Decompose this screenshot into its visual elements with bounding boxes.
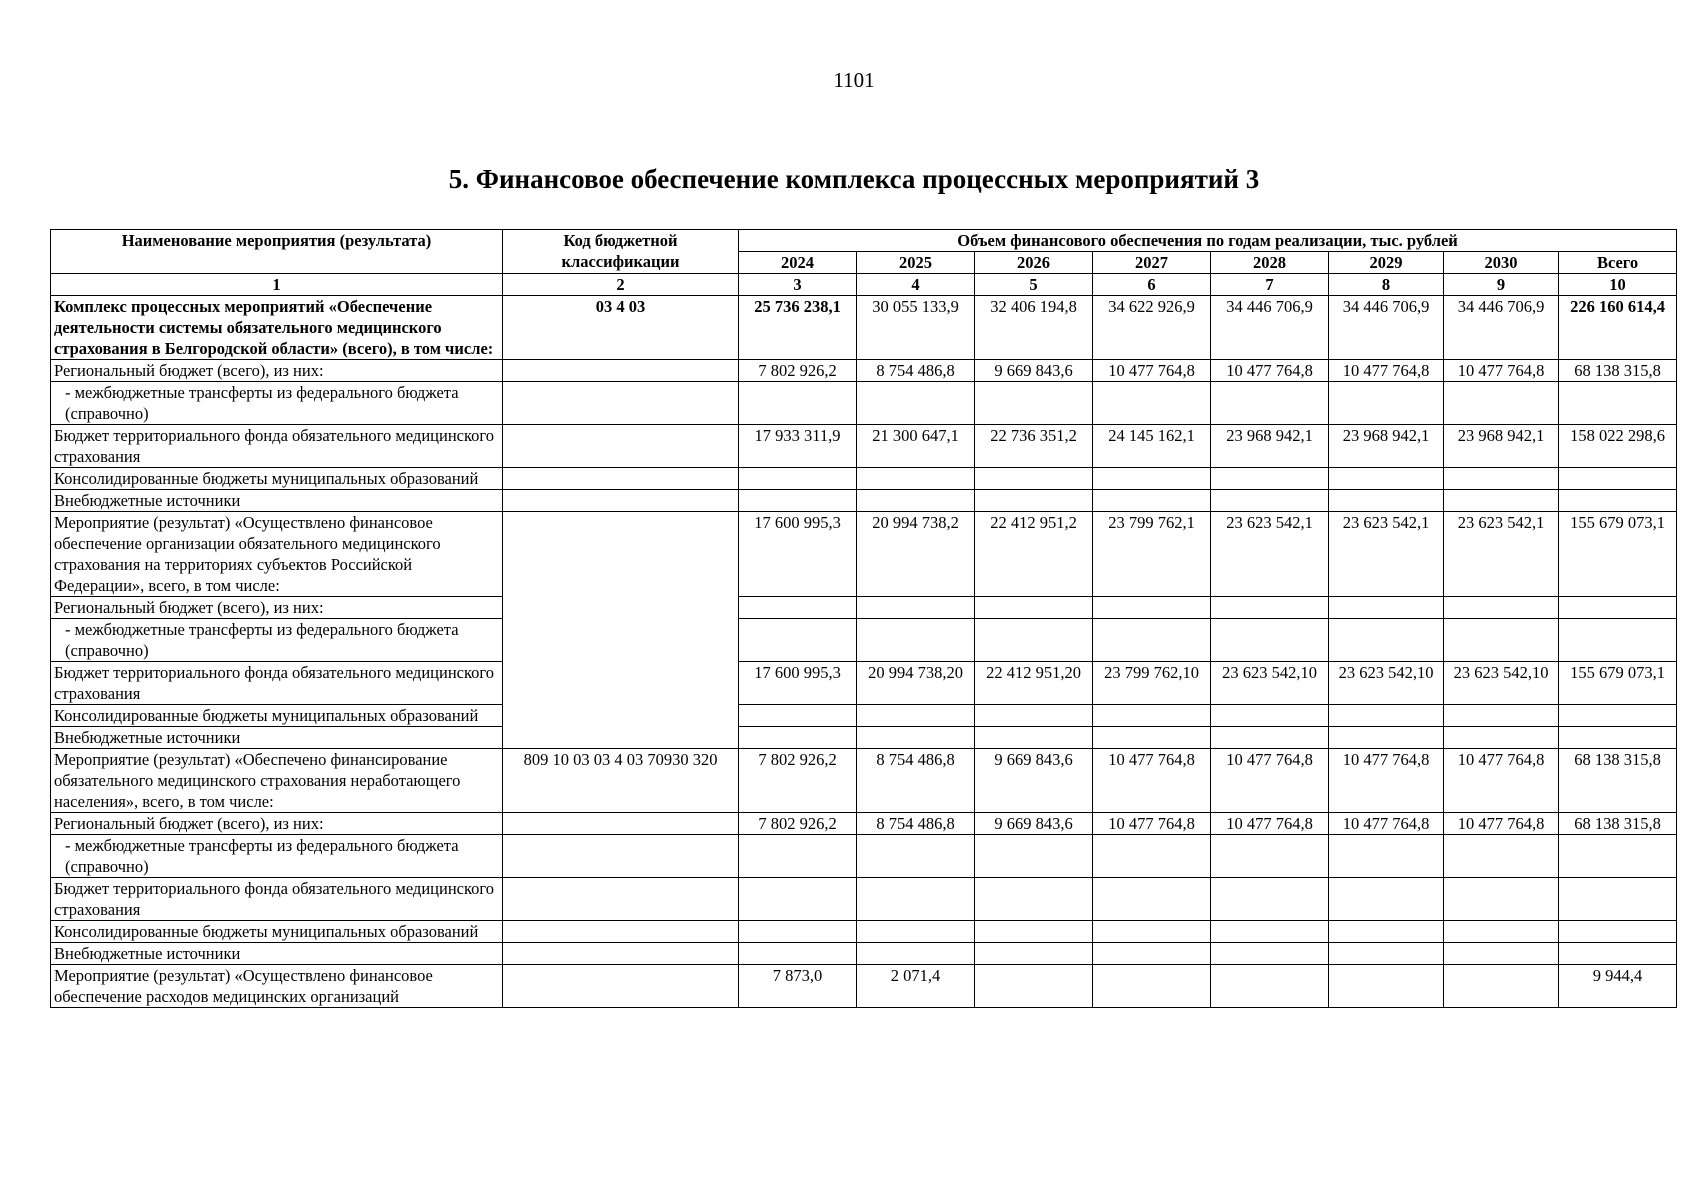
row-year-value xyxy=(739,490,857,512)
row-year-value xyxy=(1093,705,1211,727)
row-year-value: 22 736 351,2 xyxy=(975,425,1093,468)
header-year: 2024 xyxy=(739,252,857,274)
row-year-value xyxy=(1444,878,1559,921)
header-year: 2028 xyxy=(1211,252,1329,274)
row-name: - межбюджетные трансферты из федерального бюджета (справочно) xyxy=(51,619,503,662)
row-year-value xyxy=(857,490,975,512)
row-year-value xyxy=(857,878,975,921)
column-number: 7 xyxy=(1211,274,1329,296)
row-year-value: 34 446 706,9 xyxy=(1329,296,1444,360)
section-title: 5. Финансовое обеспечение комплекса процессных мероприятий 3 xyxy=(448,164,1260,194)
row-name: Комплекс процессных мероприятий «Обеспечение деятельности системы обязательного медицинского страхования в Белгородской области» (всего), в том числе: xyxy=(51,296,503,360)
table-row xyxy=(51,468,1677,490)
row-year-value: 7 802 926,2 xyxy=(739,813,857,835)
row-year-value xyxy=(975,597,1093,619)
table-row xyxy=(51,965,1677,1008)
row-year-value xyxy=(975,382,1093,425)
row-year-value: 17 933 311,9 xyxy=(739,425,857,468)
row-year-value xyxy=(1093,382,1211,425)
row-name: Консолидированные бюджеты муниципальных образований xyxy=(51,705,503,727)
row-year-value xyxy=(857,619,975,662)
row-code xyxy=(503,490,739,512)
row-year-value: 34 622 926,9 xyxy=(1093,296,1211,360)
page-number: 1101 xyxy=(833,68,875,92)
table-row xyxy=(51,597,1677,619)
row-year-value: 10 477 764,8 xyxy=(1211,813,1329,835)
row-year-value xyxy=(857,597,975,619)
row-year-value: 9 669 843,6 xyxy=(975,360,1093,382)
table-row xyxy=(51,619,1677,662)
row-code xyxy=(503,878,739,921)
row-year-value xyxy=(1329,597,1444,619)
row-year-value xyxy=(739,597,857,619)
row-name: Мероприятие (результат) «Осуществлено финансовое обеспечение организации обязательного медицинского страхования на территориях субъектов Российской Федерации», всего, в том числе: xyxy=(51,512,503,597)
column-number: 8 xyxy=(1329,274,1444,296)
row-year-value: 20 994 738,20 xyxy=(857,662,975,705)
row-year-value xyxy=(1093,597,1211,619)
row-year-value xyxy=(1329,490,1444,512)
row-year-value: 23 968 942,1 xyxy=(1211,425,1329,468)
row-total-value: 155 679 073,1 xyxy=(1559,662,1677,705)
table-row xyxy=(51,490,1677,512)
row-year-value xyxy=(857,468,975,490)
row-total-value xyxy=(1559,921,1677,943)
row-code: 809 10 03 03 4 03 70930 320 xyxy=(503,749,739,813)
row-total-value xyxy=(1559,878,1677,921)
table-row xyxy=(51,835,1677,878)
row-year-value: 23 799 762,1 xyxy=(1093,512,1211,597)
row-year-value: 17 600 995,3 xyxy=(739,512,857,597)
table-row xyxy=(51,921,1677,943)
table-row xyxy=(51,382,1677,425)
row-name: Бюджет территориального фонда обязательного медицинского страхования xyxy=(51,878,503,921)
row-total-value xyxy=(1559,943,1677,965)
row-year-value xyxy=(1329,878,1444,921)
row-total-value: 158 022 298,6 xyxy=(1559,425,1677,468)
row-year-value xyxy=(857,943,975,965)
row-year-value xyxy=(1211,921,1329,943)
row-total-value xyxy=(1559,597,1677,619)
row-name: Региональный бюджет (всего), из них: xyxy=(51,360,503,382)
row-name: Бюджет территориального фонда обязательного медицинского страхования xyxy=(51,425,503,468)
row-total-value xyxy=(1559,619,1677,662)
table-body xyxy=(51,296,1677,1008)
row-name: - межбюджетные трансферты из федерального бюджета (справочно) xyxy=(51,382,503,425)
row-name: Внебюджетные источники xyxy=(51,943,503,965)
row-year-value xyxy=(1093,835,1211,878)
row-year-value: 23 799 762,10 xyxy=(1093,662,1211,705)
row-total-value: 9 944,4 xyxy=(1559,965,1677,1008)
row-total-value xyxy=(1559,705,1677,727)
header-year: 2030 xyxy=(1444,252,1559,274)
row-year-value: 8 754 486,8 xyxy=(857,360,975,382)
table-row xyxy=(51,296,1677,360)
row-year-value xyxy=(1093,943,1211,965)
row-year-value: 7 873,0 xyxy=(739,965,857,1008)
row-name: Региональный бюджет (всего), из них: xyxy=(51,813,503,835)
row-year-value xyxy=(1444,921,1559,943)
row-name: Мероприятие (результат) «Осуществлено финансовое обеспечение расходов медицинских организаций xyxy=(51,965,503,1008)
row-code xyxy=(503,943,739,965)
row-year-value xyxy=(1211,468,1329,490)
row-total-value: 68 138 315,8 xyxy=(1559,813,1677,835)
row-year-value: 23 968 942,1 xyxy=(1329,425,1444,468)
row-year-value xyxy=(1444,468,1559,490)
row-year-value xyxy=(1211,382,1329,425)
row-year-value xyxy=(975,468,1093,490)
row-year-value: 30 055 133,9 xyxy=(857,296,975,360)
row-year-value xyxy=(975,878,1093,921)
row-year-value: 9 669 843,6 xyxy=(975,749,1093,813)
row-code xyxy=(503,965,739,1008)
row-year-value: 10 477 764,8 xyxy=(1329,749,1444,813)
row-total-value: 155 679 073,1 xyxy=(1559,512,1677,597)
row-year-value: 22 412 951,2 xyxy=(975,512,1093,597)
row-year-value xyxy=(975,835,1093,878)
row-year-value xyxy=(1093,965,1211,1008)
row-year-value: 7 802 926,2 xyxy=(739,360,857,382)
row-code xyxy=(503,382,739,425)
row-name: Внебюджетные источники xyxy=(51,727,503,749)
row-year-value: 24 145 162,1 xyxy=(1093,425,1211,468)
row-year-value xyxy=(975,490,1093,512)
row-year-value xyxy=(1211,965,1329,1008)
row-year-value: 9 669 843,6 xyxy=(975,813,1093,835)
row-year-value xyxy=(1329,727,1444,749)
row-year-value: 10 477 764,8 xyxy=(1093,749,1211,813)
row-year-value xyxy=(857,835,975,878)
row-year-value xyxy=(1211,705,1329,727)
row-year-value: 34 446 706,9 xyxy=(1211,296,1329,360)
row-year-value: 8 754 486,8 xyxy=(857,749,975,813)
row-code xyxy=(503,512,739,749)
row-year-value: 23 623 542,10 xyxy=(1444,662,1559,705)
row-year-value xyxy=(1329,835,1444,878)
row-year-value: 8 754 486,8 xyxy=(857,813,975,835)
row-year-value xyxy=(1444,490,1559,512)
row-year-value: 10 477 764,8 xyxy=(1211,749,1329,813)
row-year-value xyxy=(975,619,1093,662)
header-year: 2027 xyxy=(1093,252,1211,274)
row-year-value xyxy=(1329,468,1444,490)
header-code: Код бюджетной классификации xyxy=(503,230,739,274)
header-name: Наименование мероприятия (результата) xyxy=(51,230,503,274)
row-name: Региональный бюджет (всего), из них: xyxy=(51,597,503,619)
row-code xyxy=(503,835,739,878)
row-year-value xyxy=(739,835,857,878)
row-year-value xyxy=(1444,597,1559,619)
row-year-value xyxy=(1329,921,1444,943)
row-year-value: 32 406 194,8 xyxy=(975,296,1093,360)
row-year-value: 34 446 706,9 xyxy=(1444,296,1559,360)
row-total-value xyxy=(1559,727,1677,749)
column-number: 10 xyxy=(1559,274,1677,296)
row-year-value xyxy=(1329,705,1444,727)
row-year-value xyxy=(1329,965,1444,1008)
row-year-value: 10 477 764,8 xyxy=(1093,813,1211,835)
row-year-value: 20 994 738,2 xyxy=(857,512,975,597)
row-total-value xyxy=(1559,835,1677,878)
row-year-value xyxy=(1211,835,1329,878)
row-year-value: 10 477 764,8 xyxy=(1444,360,1559,382)
row-year-value xyxy=(739,468,857,490)
row-total-value xyxy=(1559,490,1677,512)
row-code: 03 4 03 xyxy=(503,296,739,360)
row-year-value xyxy=(739,878,857,921)
row-year-value xyxy=(739,943,857,965)
row-name: Мероприятие (результат) «Обеспечено финансирование обязательного медицинского страхования неработающего населения», всего, в том числе: xyxy=(51,749,503,813)
row-year-value xyxy=(975,943,1093,965)
row-code xyxy=(503,813,739,835)
row-year-value xyxy=(1093,878,1211,921)
row-year-value: 10 477 764,8 xyxy=(1329,360,1444,382)
row-year-value xyxy=(1444,965,1559,1008)
row-name: - межбюджетные трансферты из федерального бюджета (справочно) xyxy=(51,835,503,878)
row-year-value: 10 477 764,8 xyxy=(1211,360,1329,382)
header-year: 2025 xyxy=(857,252,975,274)
table-row xyxy=(51,813,1677,835)
row-year-value xyxy=(1444,619,1559,662)
row-year-value xyxy=(1444,382,1559,425)
row-year-value xyxy=(1093,921,1211,943)
column-number: 5 xyxy=(975,274,1093,296)
row-code xyxy=(503,921,739,943)
column-number: 2 xyxy=(503,274,739,296)
row-year-value xyxy=(739,382,857,425)
row-name: Консолидированные бюджеты муниципальных образований xyxy=(51,468,503,490)
table-row xyxy=(51,425,1677,468)
row-year-value xyxy=(1093,727,1211,749)
row-year-value xyxy=(1329,382,1444,425)
header-year: 2026 xyxy=(975,252,1093,274)
row-year-value xyxy=(1211,490,1329,512)
table-row xyxy=(51,360,1677,382)
row-year-value: 10 477 764,8 xyxy=(1444,813,1559,835)
finance-table xyxy=(50,229,1677,1008)
table-row xyxy=(51,878,1677,921)
row-name: Внебюджетные источники xyxy=(51,490,503,512)
row-year-value xyxy=(1093,468,1211,490)
row-year-value: 22 412 951,20 xyxy=(975,662,1093,705)
row-year-value xyxy=(739,705,857,727)
header-volume: Объем финансового обеспечения по годам реализации, тыс. рублей xyxy=(739,230,1677,252)
row-year-value: 23 623 542,1 xyxy=(1329,512,1444,597)
row-year-value: 25 736 238,1 xyxy=(739,296,857,360)
row-year-value xyxy=(1329,943,1444,965)
row-total-value: 68 138 315,8 xyxy=(1559,749,1677,813)
row-year-value xyxy=(1444,835,1559,878)
row-year-value: 10 477 764,8 xyxy=(1093,360,1211,382)
row-year-value xyxy=(1444,943,1559,965)
column-number: 4 xyxy=(857,274,975,296)
row-year-value xyxy=(975,965,1093,1008)
row-year-value: 23 623 542,1 xyxy=(1211,512,1329,597)
column-number: 9 xyxy=(1444,274,1559,296)
row-year-value xyxy=(1211,619,1329,662)
row-total-value xyxy=(1559,382,1677,425)
row-year-value xyxy=(975,727,1093,749)
header-row-1 xyxy=(51,230,1677,252)
row-total-value: 226 160 614,4 xyxy=(1559,296,1677,360)
row-year-value xyxy=(1444,705,1559,727)
header-year: 2029 xyxy=(1329,252,1444,274)
row-year-value xyxy=(857,382,975,425)
column-number: 1 xyxy=(51,274,503,296)
table-row xyxy=(51,943,1677,965)
row-code xyxy=(503,360,739,382)
row-year-value xyxy=(1444,727,1559,749)
row-year-value xyxy=(975,705,1093,727)
column-number: 6 xyxy=(1093,274,1211,296)
row-year-value xyxy=(1211,943,1329,965)
row-name: Консолидированные бюджеты муниципальных образований xyxy=(51,921,503,943)
row-year-value: 23 623 542,10 xyxy=(1211,662,1329,705)
row-year-value: 2 071,4 xyxy=(857,965,975,1008)
row-year-value xyxy=(857,727,975,749)
table-row xyxy=(51,662,1677,705)
header-total: Всего xyxy=(1559,252,1677,274)
row-year-value xyxy=(975,921,1093,943)
row-year-value xyxy=(857,921,975,943)
row-year-value: 23 623 542,10 xyxy=(1329,662,1444,705)
row-total-value: 68 138 315,8 xyxy=(1559,360,1677,382)
row-year-value: 23 623 542,1 xyxy=(1444,512,1559,597)
row-year-value xyxy=(1211,878,1329,921)
row-year-value: 7 802 926,2 xyxy=(739,749,857,813)
column-numbers-row xyxy=(51,274,1677,296)
row-year-value xyxy=(1329,619,1444,662)
row-year-value: 23 968 942,1 xyxy=(1444,425,1559,468)
table-row xyxy=(51,705,1677,727)
row-year-value: 17 600 995,3 xyxy=(739,662,857,705)
row-year-value xyxy=(739,727,857,749)
row-total-value xyxy=(1559,468,1677,490)
row-year-value xyxy=(1211,597,1329,619)
column-number: 3 xyxy=(739,274,857,296)
row-year-value xyxy=(857,705,975,727)
table-row xyxy=(51,727,1677,749)
row-year-value xyxy=(1093,619,1211,662)
row-year-value xyxy=(1093,490,1211,512)
row-year-value xyxy=(739,921,857,943)
row-code xyxy=(503,425,739,468)
row-code xyxy=(503,468,739,490)
row-year-value: 21 300 647,1 xyxy=(857,425,975,468)
table-row xyxy=(51,512,1677,597)
table-row xyxy=(51,749,1677,813)
row-year-value: 10 477 764,8 xyxy=(1444,749,1559,813)
row-name: Бюджет территориального фонда обязательного медицинского страхования xyxy=(51,662,503,705)
row-year-value xyxy=(739,619,857,662)
row-year-value xyxy=(1211,727,1329,749)
row-year-value: 10 477 764,8 xyxy=(1329,813,1444,835)
